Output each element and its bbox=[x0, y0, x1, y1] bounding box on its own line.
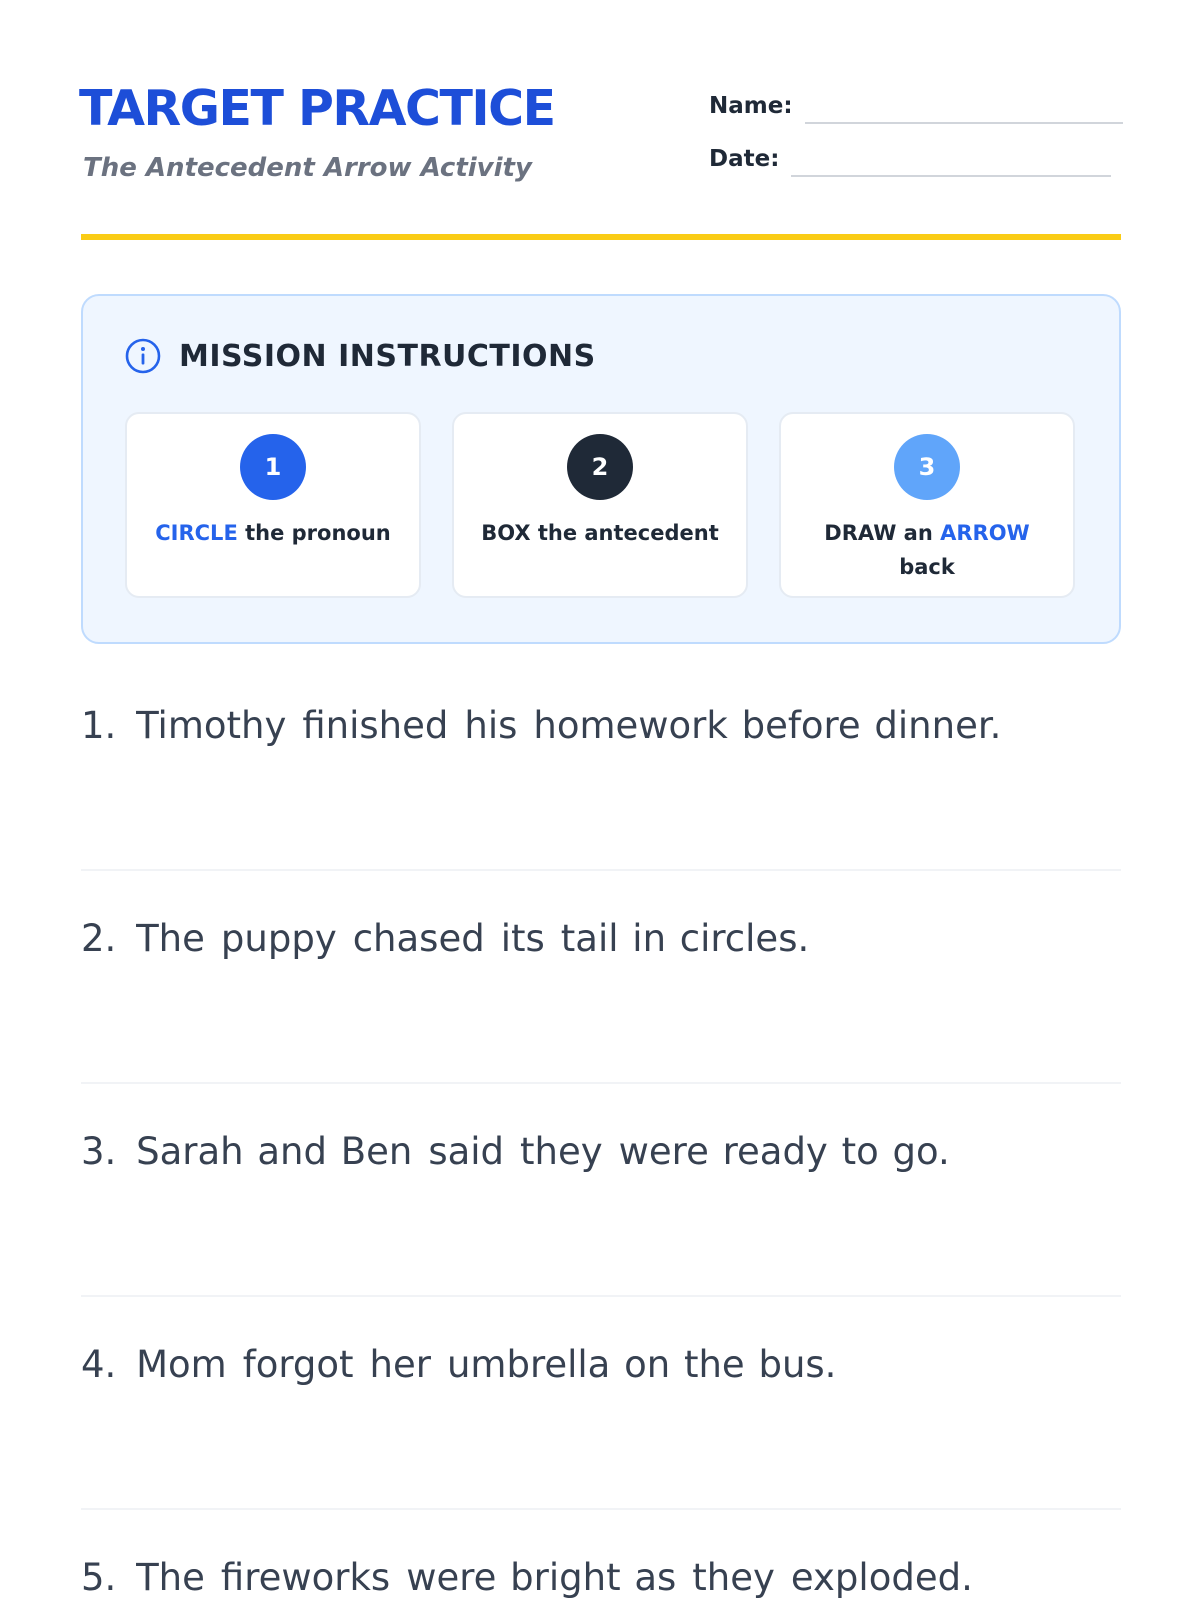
step-instruction bbox=[791, 516, 1063, 584]
sentence-word[interactable]: exploded. bbox=[790, 1556, 973, 1599]
sentence-word[interactable]: were bright as bbox=[406, 1556, 677, 1599]
sentence-row-4 bbox=[81, 1297, 1121, 1510]
sentence-word[interactable]: Mom bbox=[136, 1343, 227, 1386]
sentence-text bbox=[81, 704, 1001, 747]
header-divider bbox=[81, 234, 1121, 240]
step-card-circle bbox=[125, 412, 421, 598]
sentence-word[interactable]: its bbox=[500, 917, 545, 960]
sentence-row-1 bbox=[81, 658, 1121, 871]
sentence-word[interactable]: were ready to go. bbox=[618, 1130, 950, 1173]
sentence-number: 3. bbox=[81, 1130, 117, 1173]
sentence-word[interactable]: her bbox=[369, 1343, 431, 1386]
worksheet-subtitle: The Antecedent Arrow Activity bbox=[83, 153, 532, 183]
mission-instructions-box bbox=[81, 294, 1121, 644]
sentence-number: 4. bbox=[81, 1343, 117, 1386]
sentence-row-5 bbox=[81, 1510, 1121, 1600]
step-prefix: DRAW an bbox=[824, 521, 941, 545]
sentence-number: 2. bbox=[81, 917, 117, 960]
sentence-word[interactable]: tail in circles. bbox=[560, 917, 810, 960]
sentence-word[interactable]: they bbox=[692, 1556, 775, 1599]
worksheet-header bbox=[81, 80, 1121, 240]
date-label: Date: bbox=[709, 146, 780, 172]
sentence-number: 5. bbox=[81, 1556, 117, 1599]
sentence-word[interactable]: fireworks bbox=[220, 1556, 391, 1599]
step-instruction bbox=[464, 516, 736, 550]
sentence-word[interactable]: umbrella on the bus. bbox=[446, 1343, 837, 1386]
sentence-word[interactable]: The bbox=[136, 1556, 205, 1599]
name-field bbox=[709, 84, 1123, 124]
worksheet-page bbox=[81, 0, 1121, 1600]
name-label: Name: bbox=[709, 93, 793, 119]
step-highlight: ARROW bbox=[940, 521, 1030, 545]
sentence-row-3 bbox=[81, 1084, 1121, 1297]
date-field bbox=[709, 137, 1111, 177]
sentence-text bbox=[81, 1343, 836, 1386]
name-blank-line[interactable] bbox=[805, 122, 1123, 124]
step-number-badge: 1 bbox=[240, 434, 306, 500]
step-text: BOX the antecedent bbox=[481, 521, 719, 545]
step-text: back bbox=[899, 555, 955, 579]
sentence-row-2 bbox=[81, 871, 1121, 1084]
sentence-text bbox=[81, 1130, 950, 1173]
step-highlight: CIRCLE bbox=[155, 521, 238, 545]
sentence-word[interactable]: The bbox=[136, 917, 205, 960]
mission-heading bbox=[125, 338, 596, 374]
step-number-badge: 2 bbox=[567, 434, 633, 500]
worksheet-title: TARGET PRACTICE bbox=[79, 80, 555, 137]
sentence-word[interactable]: Sarah and Ben bbox=[136, 1130, 413, 1173]
step-card-arrow bbox=[779, 412, 1075, 598]
mission-title: MISSION INSTRUCTIONS bbox=[179, 338, 596, 374]
step-instruction bbox=[137, 516, 409, 550]
sentence-number: 1. bbox=[81, 704, 117, 747]
sentence-word[interactable]: his bbox=[464, 704, 518, 747]
sentence-text bbox=[81, 917, 809, 960]
sentence-word[interactable]: chased bbox=[352, 917, 485, 960]
sentence-word[interactable]: Timothy bbox=[136, 704, 287, 747]
info-circle-icon bbox=[125, 338, 161, 374]
step-card-box bbox=[452, 412, 748, 598]
sentence-word[interactable]: said bbox=[428, 1130, 505, 1173]
sentence-text bbox=[81, 1556, 973, 1599]
sentence-word[interactable]: puppy bbox=[220, 917, 337, 960]
sentence-word[interactable]: finished bbox=[302, 704, 449, 747]
step-number-badge: 3 bbox=[894, 434, 960, 500]
sentence-word[interactable]: they bbox=[520, 1130, 603, 1173]
step-text: the pronoun bbox=[237, 521, 391, 545]
sentence-word[interactable]: homework before dinner. bbox=[533, 704, 1002, 747]
date-blank-line[interactable] bbox=[791, 175, 1111, 177]
sentence-word[interactable]: forgot bbox=[242, 1343, 354, 1386]
